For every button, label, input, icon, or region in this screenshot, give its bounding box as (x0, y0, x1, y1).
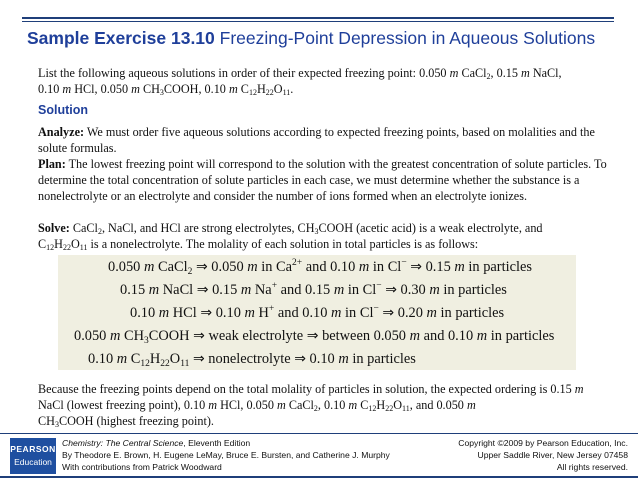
equation-hcl: 0.10 m HCl ⇒ 0.10 m H+ and 0.10 m in Cl− ⇒ 0.20 m in particles (130, 304, 505, 321)
analyze-paragraph: Analyze: We must order five aqueous solutions according to expected freezing points, based on molalities and the solute formulas. (38, 125, 595, 155)
equation-cacl2: 0.050 m CaCl$_2$ ⇒ 0.050 m in $Ca^{2+}$ and 0.10 m in Cl− ⇒ 0.15 m in particles (108, 258, 532, 277)
footer-copyright: Copyright ©2009 by Pearson Education, Inc. Upper Saddle River, New Jersey 07458 All rights reserved. (458, 438, 628, 472)
solution-heading: Solution (38, 103, 88, 117)
equation-nacl: 0.15 m NaCl ⇒ 0.15 m Na+ and 0.15 m in Cl− ⇒ 0.30 m in particles (120, 281, 507, 298)
solve-paragraph: Solve: CaCl$_2$, NaCl, and HCl are strong electrolytes, $CH_3COOH$ (acetic acid) is a weak electrolyte, and $C_{12}H_{22}O_{11}$ is a nonelectrolyte. The molality of each solution in total particles is as follows: (38, 221, 543, 252)
plan-paragraph: Plan: The lowest freezing point will correspond to the solution with the greatest concentration of solute particles. To determine the total concentration of solute particles in each case, we must determine whether the substance is a nonelectrolyte or an electrolyte and consider the number of ions formed when an electrolyte ionizes. (38, 157, 607, 203)
equations-box (58, 255, 576, 370)
conclusion-paragraph: Because the freezing points depend on the total molality of particles in solution, the expected ordering is 0.15 m NaCl (lowest freezing point), 0.10 m HCl, 0.050 m CaCl$_2$, 0.10 m $C_{12}H_{22}O_{11}$, and 0.050 m $CH_3COOH$ (highest freezing point). (38, 382, 584, 429)
implies-arrow: ⇒ (195, 259, 208, 275)
problem-statement: List the following aqueous solutions in order of their expected freezing point: 0.050 m CaCl$_2$, 0.15 m NaCl, 0.10 m HCl, 0.050 m $CH_3COOH$, 0.10 m $C_{12}H_{22}O_{11}$. (38, 66, 562, 97)
footer-credits: Chemistry: The Central Science, Eleventh Edition By Theodore E. Brown, H. Eugene LeMay, Bruce E. Bursten, and Catherine J. Murphy With contributions from Patrick Woodward (62, 438, 390, 472)
equation-sucrose: 0.10 m $C_{12}H_{22}O_{11}$ ⇒ nonelectrolyte ⇒ 0.10 m in particles (88, 351, 416, 369)
header-rule-thin (22, 21, 614, 22)
slide-title: Sample Exercise 13.10 Freezing-Point Depression in Aqueous Solutions (27, 28, 596, 48)
footer-rule (0, 433, 638, 434)
header-rule (22, 17, 614, 19)
pearson-logo: PEARSON Education (10, 438, 56, 474)
equation-acetic-acid: 0.050 m $CH_3COOH$ ⇒ weak electrolyte ⇒ between 0.050 m and 0.10 m in particles (74, 328, 555, 346)
